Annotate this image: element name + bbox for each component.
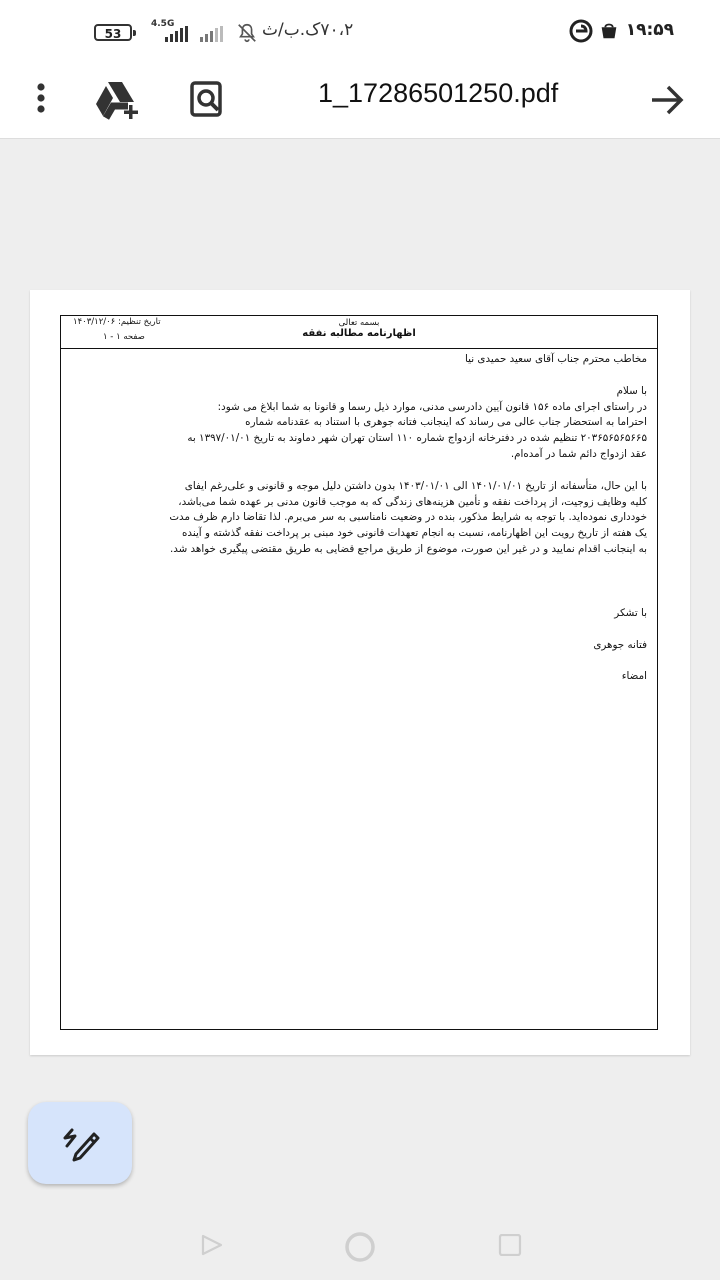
sender-name: فتانه جوهری xyxy=(593,638,647,651)
battery-indicator: 53 xyxy=(94,24,132,41)
nav-back-icon[interactable] xyxy=(200,1234,224,1256)
paragraph1-line: عقد ازدواج دائم شما در آمده‌ام. xyxy=(510,447,647,460)
document-title: اظهارنامه مطالبه نفقه xyxy=(302,328,416,339)
paragraph2-line: یک هفته از تاریخ رویت این اظهارنامه، نسبت به انجام تعهدات قانونی خود مبنی بر پرداخت نفقه گذشته و آینده xyxy=(182,527,647,540)
nav-recent-icon[interactable] xyxy=(498,1234,522,1256)
signature-label: امضاء xyxy=(621,670,647,683)
pdf-toolbar xyxy=(0,62,720,139)
document-frame xyxy=(60,315,658,1030)
document-page-number: صفحه ۱ - ۱ xyxy=(103,332,145,342)
document-header xyxy=(61,316,657,349)
edge-browser-icon xyxy=(569,19,593,43)
document-body xyxy=(73,352,647,685)
closing-line: با تشکر xyxy=(614,606,647,619)
search-document-icon[interactable] xyxy=(186,78,228,120)
bismillah-text: بسمه تعالی xyxy=(338,318,380,328)
status-bar xyxy=(0,0,720,62)
signal-secondary-icon xyxy=(200,26,226,42)
greeting-line: با سلام xyxy=(616,384,647,397)
notifications-off-icon xyxy=(236,22,258,44)
shopping-bag-icon xyxy=(598,19,620,41)
recipient-line: مخاطب محترم جناب آقای سعید حمیدی نیا xyxy=(465,353,647,365)
paragraph1-line: در راستای اجرای ماده ۱۵۶ قانون آیین دادرسی مدنی، موارد ذیل رسما و قانونا به شما ابلاغ می شود: xyxy=(217,400,647,413)
drive-add-icon[interactable] xyxy=(94,78,142,120)
paragraph2-line: خودداری نموده‌اید. با توجه به شرایط مذکور، بنده در وضعیت نامناسبی به سر می‌برم. لذا تقاضا دارم ظرف مدت xyxy=(169,511,647,524)
paragraph2-line: با این حال، متأسفانه از تاریخ ۱۴۰۱/۰۱/۰۱ الی ۱۴۰۳/۰۱/۰۱ بدون داشتن دلیل موجه و قانونی و علی‌رغم ایفای xyxy=(184,479,647,492)
signal-icon xyxy=(165,26,193,42)
more-vert-icon[interactable] xyxy=(26,80,56,116)
file-name-title: 1_17286501250.pdf xyxy=(318,78,559,108)
annotate-button[interactable] xyxy=(28,1102,132,1184)
pdf-page[interactable] xyxy=(30,290,690,1055)
nav-home-icon[interactable] xyxy=(343,1230,377,1264)
arrow-forward-icon[interactable] xyxy=(646,80,688,120)
clock: ۱۹:۵۹ xyxy=(625,20,674,40)
paragraph2-line: کلیه وظایف زوجیت، از پرداخت نفقه و تأمین هزینه‌های زندگی که به موجب قانون مدنی بر عهده شما می‌باشد، xyxy=(178,495,647,508)
paragraph1-line: ۲۰۳۶۵۶۵۶۵۶۶۵ تنظیم شده در دفترخانه ازدواج شماره ۱۱۰ استان تهران شهر دماوند به تاریخ ۱۳۹۷/۰۱/۰۱ به xyxy=(187,432,647,445)
paragraph1-line: احتراما به استحضار جناب عالی می رساند که اینجانب فتانه جوهری با استناد به عقدنامه شماره xyxy=(245,416,647,429)
system-nav-bar xyxy=(0,1212,720,1280)
document-date: تاریخ تنظیم: ۱۴۰۳/۱۲/۰۶ xyxy=(73,317,161,327)
edit-pen-icon xyxy=(62,1124,100,1162)
paragraph2-line: به اینجانب اقدام نمایید و در غیر این صورت، موضوع از طریق مراجع قضایی به طریق مقتضی پیگیری خواهد شد. xyxy=(169,542,647,555)
network-type: 4.5G xyxy=(151,19,175,29)
carrier-text: ۷۰،۲ک.ب/ث xyxy=(262,20,354,40)
